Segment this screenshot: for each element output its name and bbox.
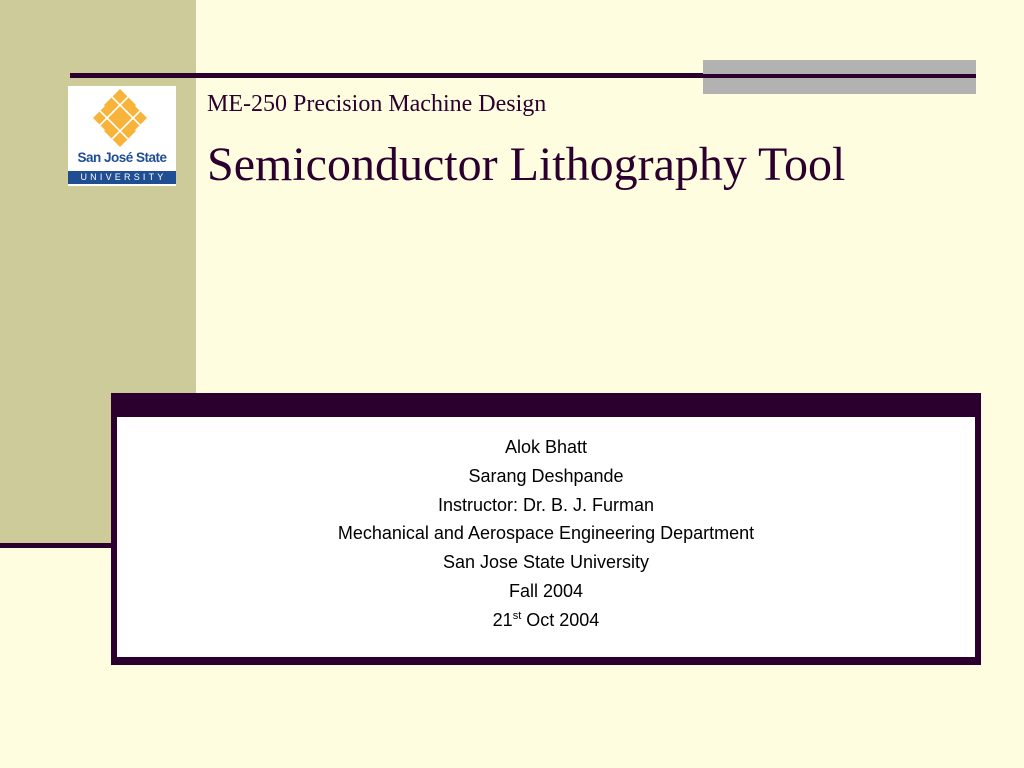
info-box-content xyxy=(117,417,975,657)
author-name: Alok Bhatt xyxy=(504,437,588,457)
logo-wordmark: San José State xyxy=(77,150,167,165)
term-line: Fall 2004 xyxy=(508,580,584,601)
sjsu-emblem-icon xyxy=(88,87,152,149)
date-day: 21 xyxy=(492,609,513,630)
date-line xyxy=(117,606,975,635)
logo-subtitle: UNIVERSITY xyxy=(68,171,176,184)
slide-title: Semiconductor Lithography Tool xyxy=(207,138,846,191)
date-ordinal-suffix: st xyxy=(512,609,522,622)
date-month-year: Oct 2004 xyxy=(521,609,600,630)
university-logo xyxy=(68,86,176,186)
department-line: Mechanical and Aerospace Engineering Department xyxy=(337,523,755,544)
side-divider xyxy=(0,543,112,548)
author-name: Sarang Deshpande xyxy=(468,465,624,486)
university-line: San Jose State University xyxy=(442,552,650,573)
header-gray-bar-line xyxy=(703,74,976,78)
info-box xyxy=(111,393,981,665)
instructor-line: Instructor: Dr. B. J. Furman xyxy=(437,494,655,515)
course-title: ME-250 Precision Machine Design xyxy=(207,91,547,117)
author-info xyxy=(117,433,975,635)
